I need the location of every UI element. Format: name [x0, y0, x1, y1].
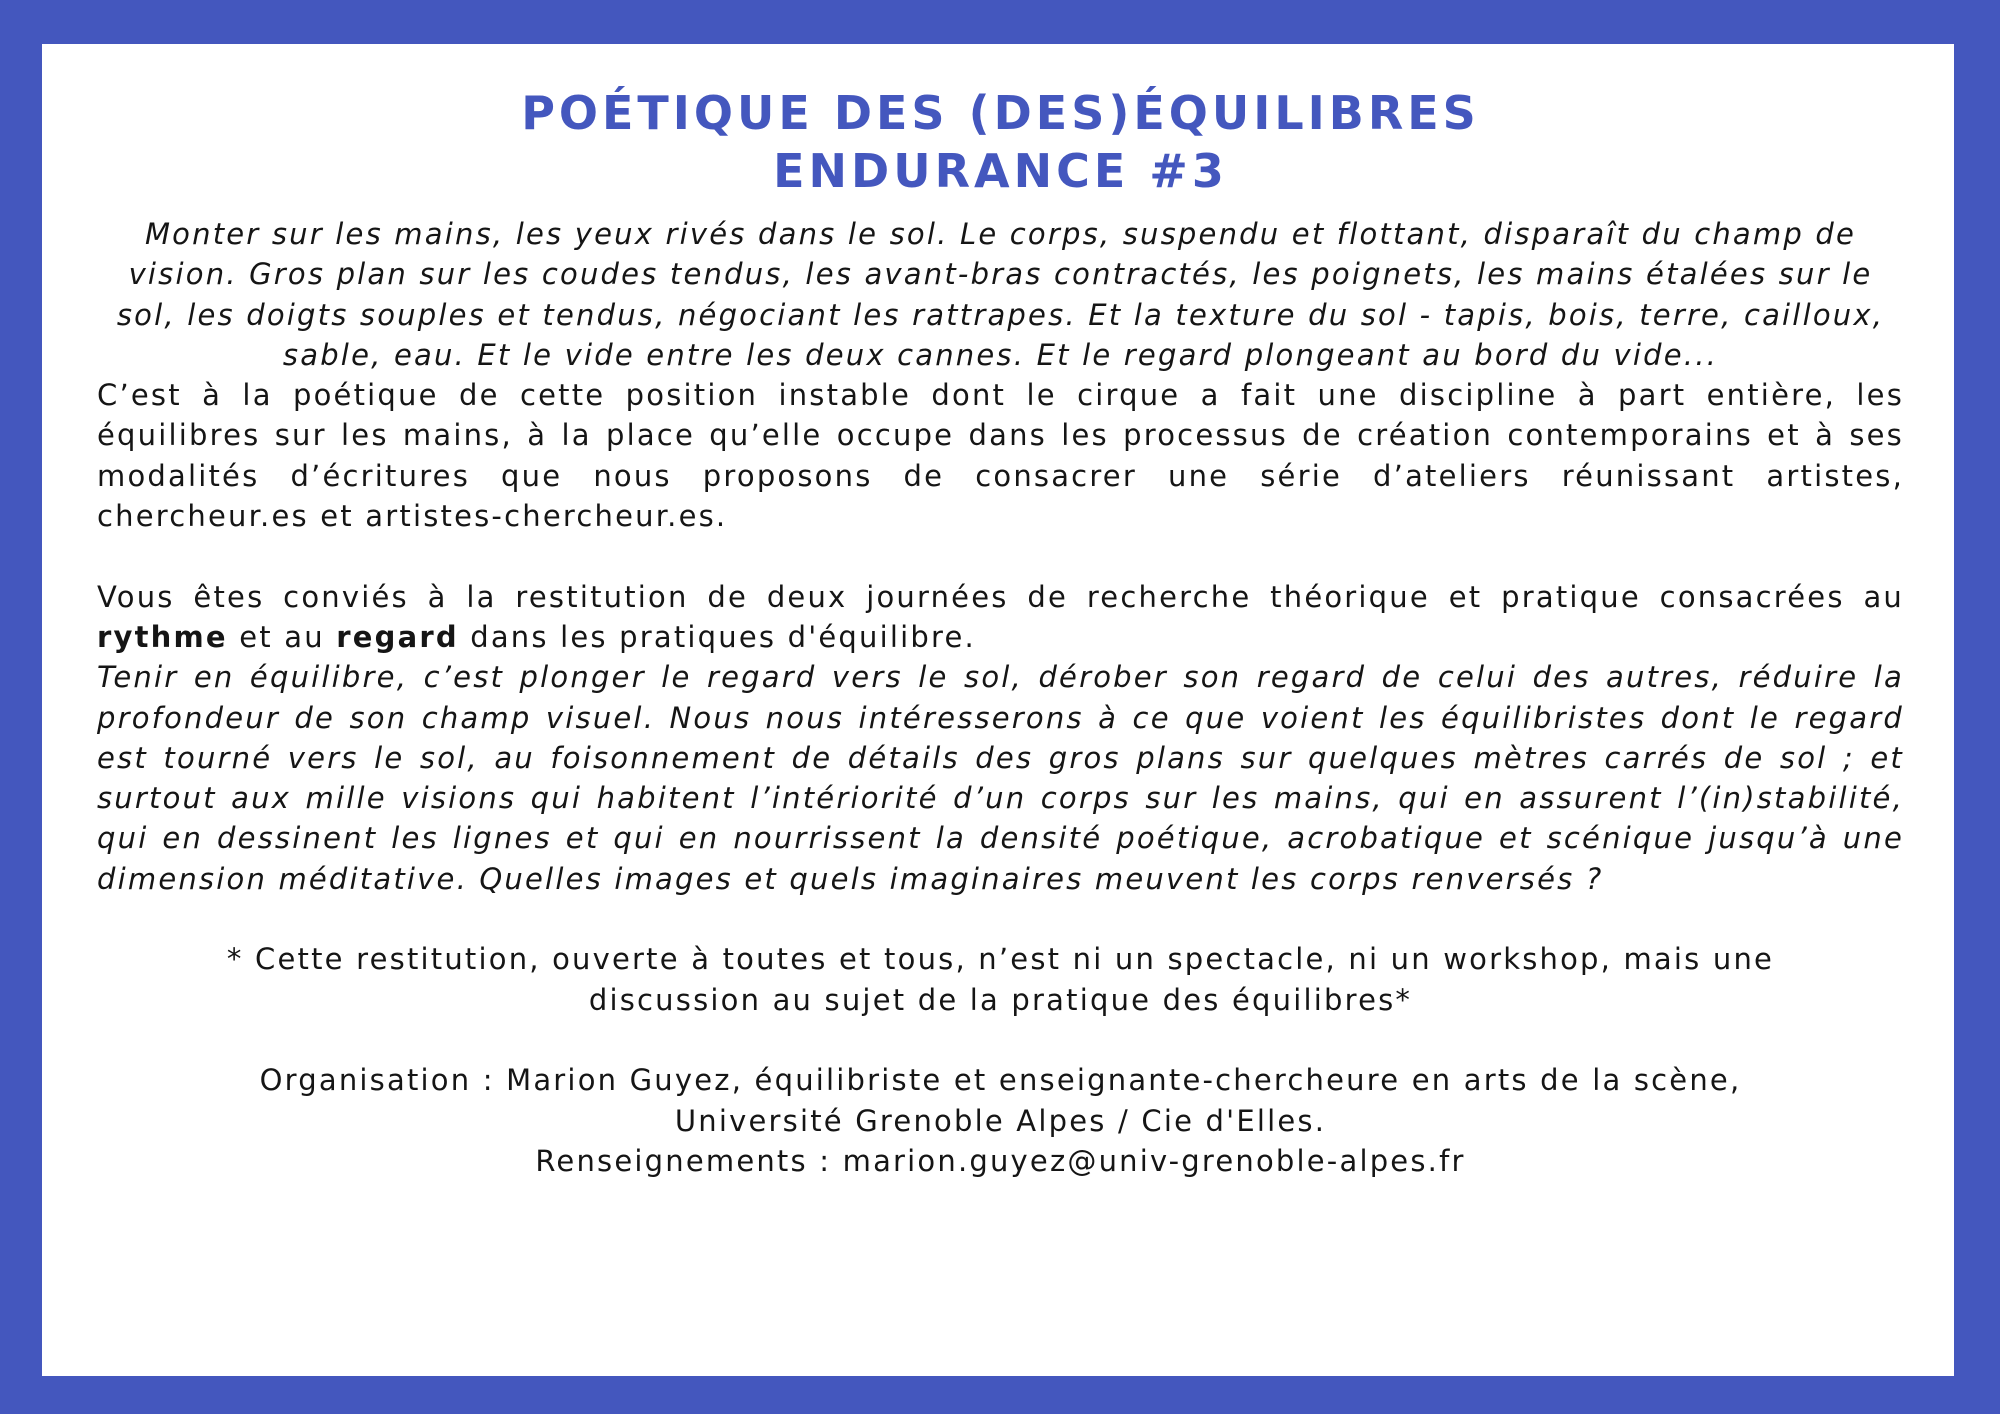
intro-paragraph: Monter sur les mains, les yeux rivés dans le sol. Le corps, suspendu et flottant, disparaît du champ de vision. Gros plan sur les coudes tendus, les avant-bras contractés, les poignets, les mains étalées sur le sol, les doigts souples et tendus, négociant les rattrapes. Et la texture du sol - tapis, bois, terre, cailloux, sable, eau. Et le vide entre les deux cannes. Et le regard plongeant au bord du vide...	[116, 217, 1885, 372]
document-page	[42, 44, 1954, 1376]
title-line-2: ENDURANCE #3	[773, 144, 1228, 198]
spacer	[97, 1020, 1904, 1060]
paragraph-regard: Tenir en équilibre, c’est plonger le regard vers le sol, dérober son regard de celui des autres, réduire la profondeur de son champ visuel. Nous nous intéresserons à ce que voient les équilibristes dont le regard est tourné vers le sol, au foisonnement de détails des gros plans sur quelques mètres carrés de sol ; et surtout aux mille visions qui habitent l’intériorité d’un corps sur les mains, qui en assurent l’(in)stabilité, qui en dessinent les lignes et qui en nourrissent la densité poétique, acrobatique et scénique jusqu’à une dimension méditative. Quelles images et quels imaginaires meuvent les corps renversés ?	[97, 660, 1904, 896]
paragraph-position: C’est à la poétique de cette position instable dont le cirque a fait une discipline à part entière, les équilibres sur les mains, à la place qu’elle occupe dans les processus de création contemporains et à ses modalités d’écritures que nous proposons de consacrer une série d’ateliers réunissant artistes, chercheur.es et artistes-chercheur.es.	[97, 378, 1904, 534]
restitution-note: * Cette restitution, ouverte à toutes et tous, n’est ni un spectacle, ni un workshop, mais une discussion au sujet de la pratique des équilibres*	[226, 942, 1775, 1017]
paragraph-invitation	[97, 577, 1904, 658]
title-line-1: POÉTIQUE DES (DES)ÉQUILIBRES	[521, 86, 1480, 140]
invitation-text-1: Vous êtes conviés à la restitution de deux journées de recherche théorique et pratique consacrées au	[97, 579, 1904, 614]
spacer	[97, 899, 1904, 939]
invitation-text-2: et au	[227, 619, 337, 654]
organisation-line-2: Université Grenoble Alpes / Cie d'Elles.	[674, 1103, 1327, 1138]
spacer	[97, 536, 1904, 576]
keyword-regard: regard	[336, 619, 459, 654]
organisation-line-1: Organisation : Marion Guyez, équilibriste et enseignante-chercheure en arts de la scène,	[259, 1063, 1742, 1098]
invitation-text-3: dans les pratiques d'équilibre.	[458, 619, 976, 654]
document-title	[97, 84, 1904, 200]
contact-line: Renseignements : marion.guyez@univ-grenoble-alpes.fr	[535, 1143, 1466, 1178]
keyword-rythme: rythme	[97, 619, 228, 654]
